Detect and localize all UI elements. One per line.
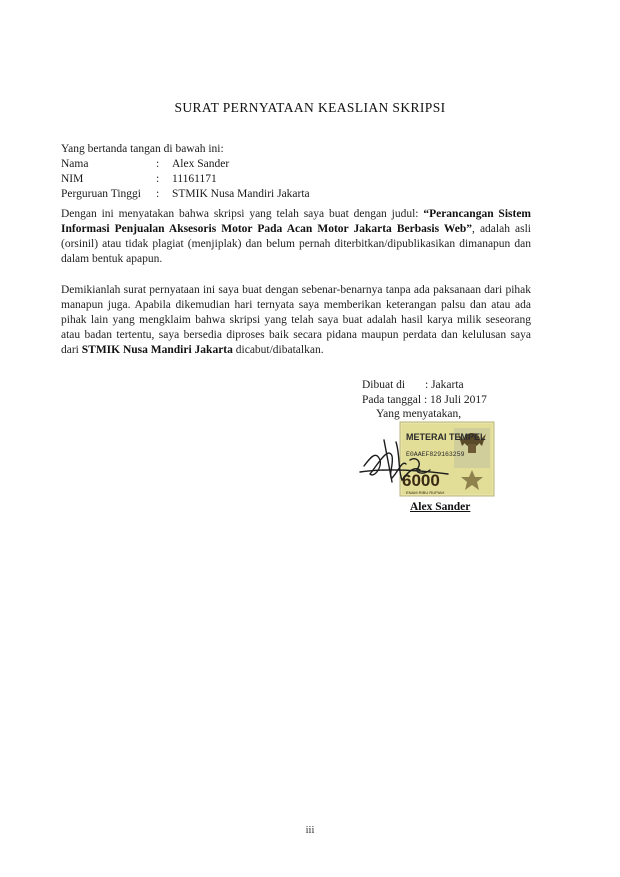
date-line: Pada tanggal : 18 Juli 2017 xyxy=(362,393,487,406)
place-label: Dibuat di xyxy=(362,379,406,391)
declaration-paragraph xyxy=(61,207,531,267)
identity-label: Nama xyxy=(61,158,89,170)
identity-value: 11161171 xyxy=(172,173,217,185)
intro-line: Yang bertanda tangan di bawah ini: xyxy=(61,143,224,155)
paragraph-rest: dicabut/dibatalkan. xyxy=(232,344,324,356)
stamp-value: 6000 xyxy=(402,471,440,490)
identity-value: Alex Sander xyxy=(172,158,230,170)
identity-separator: : xyxy=(156,158,160,170)
revenue-stamp-image xyxy=(358,420,498,500)
closing-paragraph xyxy=(61,283,531,358)
document-title: SURAT PERNYATAAN KEASLIAN SKRIPSI xyxy=(174,100,446,115)
identity-separator: : xyxy=(156,188,160,200)
identity-label: Perguruan Tinggi xyxy=(61,188,141,200)
paragraph-lead: Demikianlah surat pernyataan ini saya buat dengan sebenar-benarnya tanpa ada paksanaan dari pihak manapun juga. Apabila dikemudian hari ternyata saya memberikan keterangan palsu dan atau ada pihak lain yang mengklaim bahwa skripsi yang telah saya buat adalah hasil karya milik seseorang atau badan tertentu, saya bersedia diproses baik secara pidana maupun perdata dan kelulusan saya dari xyxy=(61,284,531,356)
stamp-value-words: ENAM RIBU RUPIAH xyxy=(406,490,445,495)
paragraph-lead: Dengan ini menyatakan bahwa skripsi yang telah saya buat dengan judul: xyxy=(61,208,424,220)
identity-row-institution xyxy=(61,187,310,202)
identity-row-name xyxy=(61,157,310,172)
place-value: : Jakarta xyxy=(425,379,464,391)
institution-name: STMIK Nusa Mandiri Jakarta xyxy=(81,344,233,356)
stated-by-line: Yang menyatakan, xyxy=(376,408,462,420)
stamp-and-signature xyxy=(358,420,498,500)
identity-separator: : xyxy=(156,173,160,185)
signer-name: Alex Sander xyxy=(410,501,471,513)
place-line xyxy=(362,378,487,393)
signature-block xyxy=(362,378,487,422)
identity-table xyxy=(61,157,310,202)
paragraph-rest: , adalah asli (orsinil) atau tidak plagiat (menjiplak) dan belum pernah diterbitkan/dipublikasikan dimanapun dan dalam bentuk apapun. xyxy=(61,223,531,265)
identity-row-nim xyxy=(61,172,310,187)
identity-label: NIM xyxy=(61,173,84,185)
thesis-title: “Perancangan Sistem Informasi Penjualan Aksesoris Motor Pada Acan Motor Jakarta Berbasis Web” xyxy=(61,208,532,235)
page-number: iii xyxy=(305,825,315,836)
stamp-heading: METERAI TEMPEL xyxy=(406,432,486,442)
stamp-code: E0AAEF829163259 xyxy=(406,451,465,458)
identity-value: STMIK Nusa Mandiri Jakarta xyxy=(172,188,310,200)
